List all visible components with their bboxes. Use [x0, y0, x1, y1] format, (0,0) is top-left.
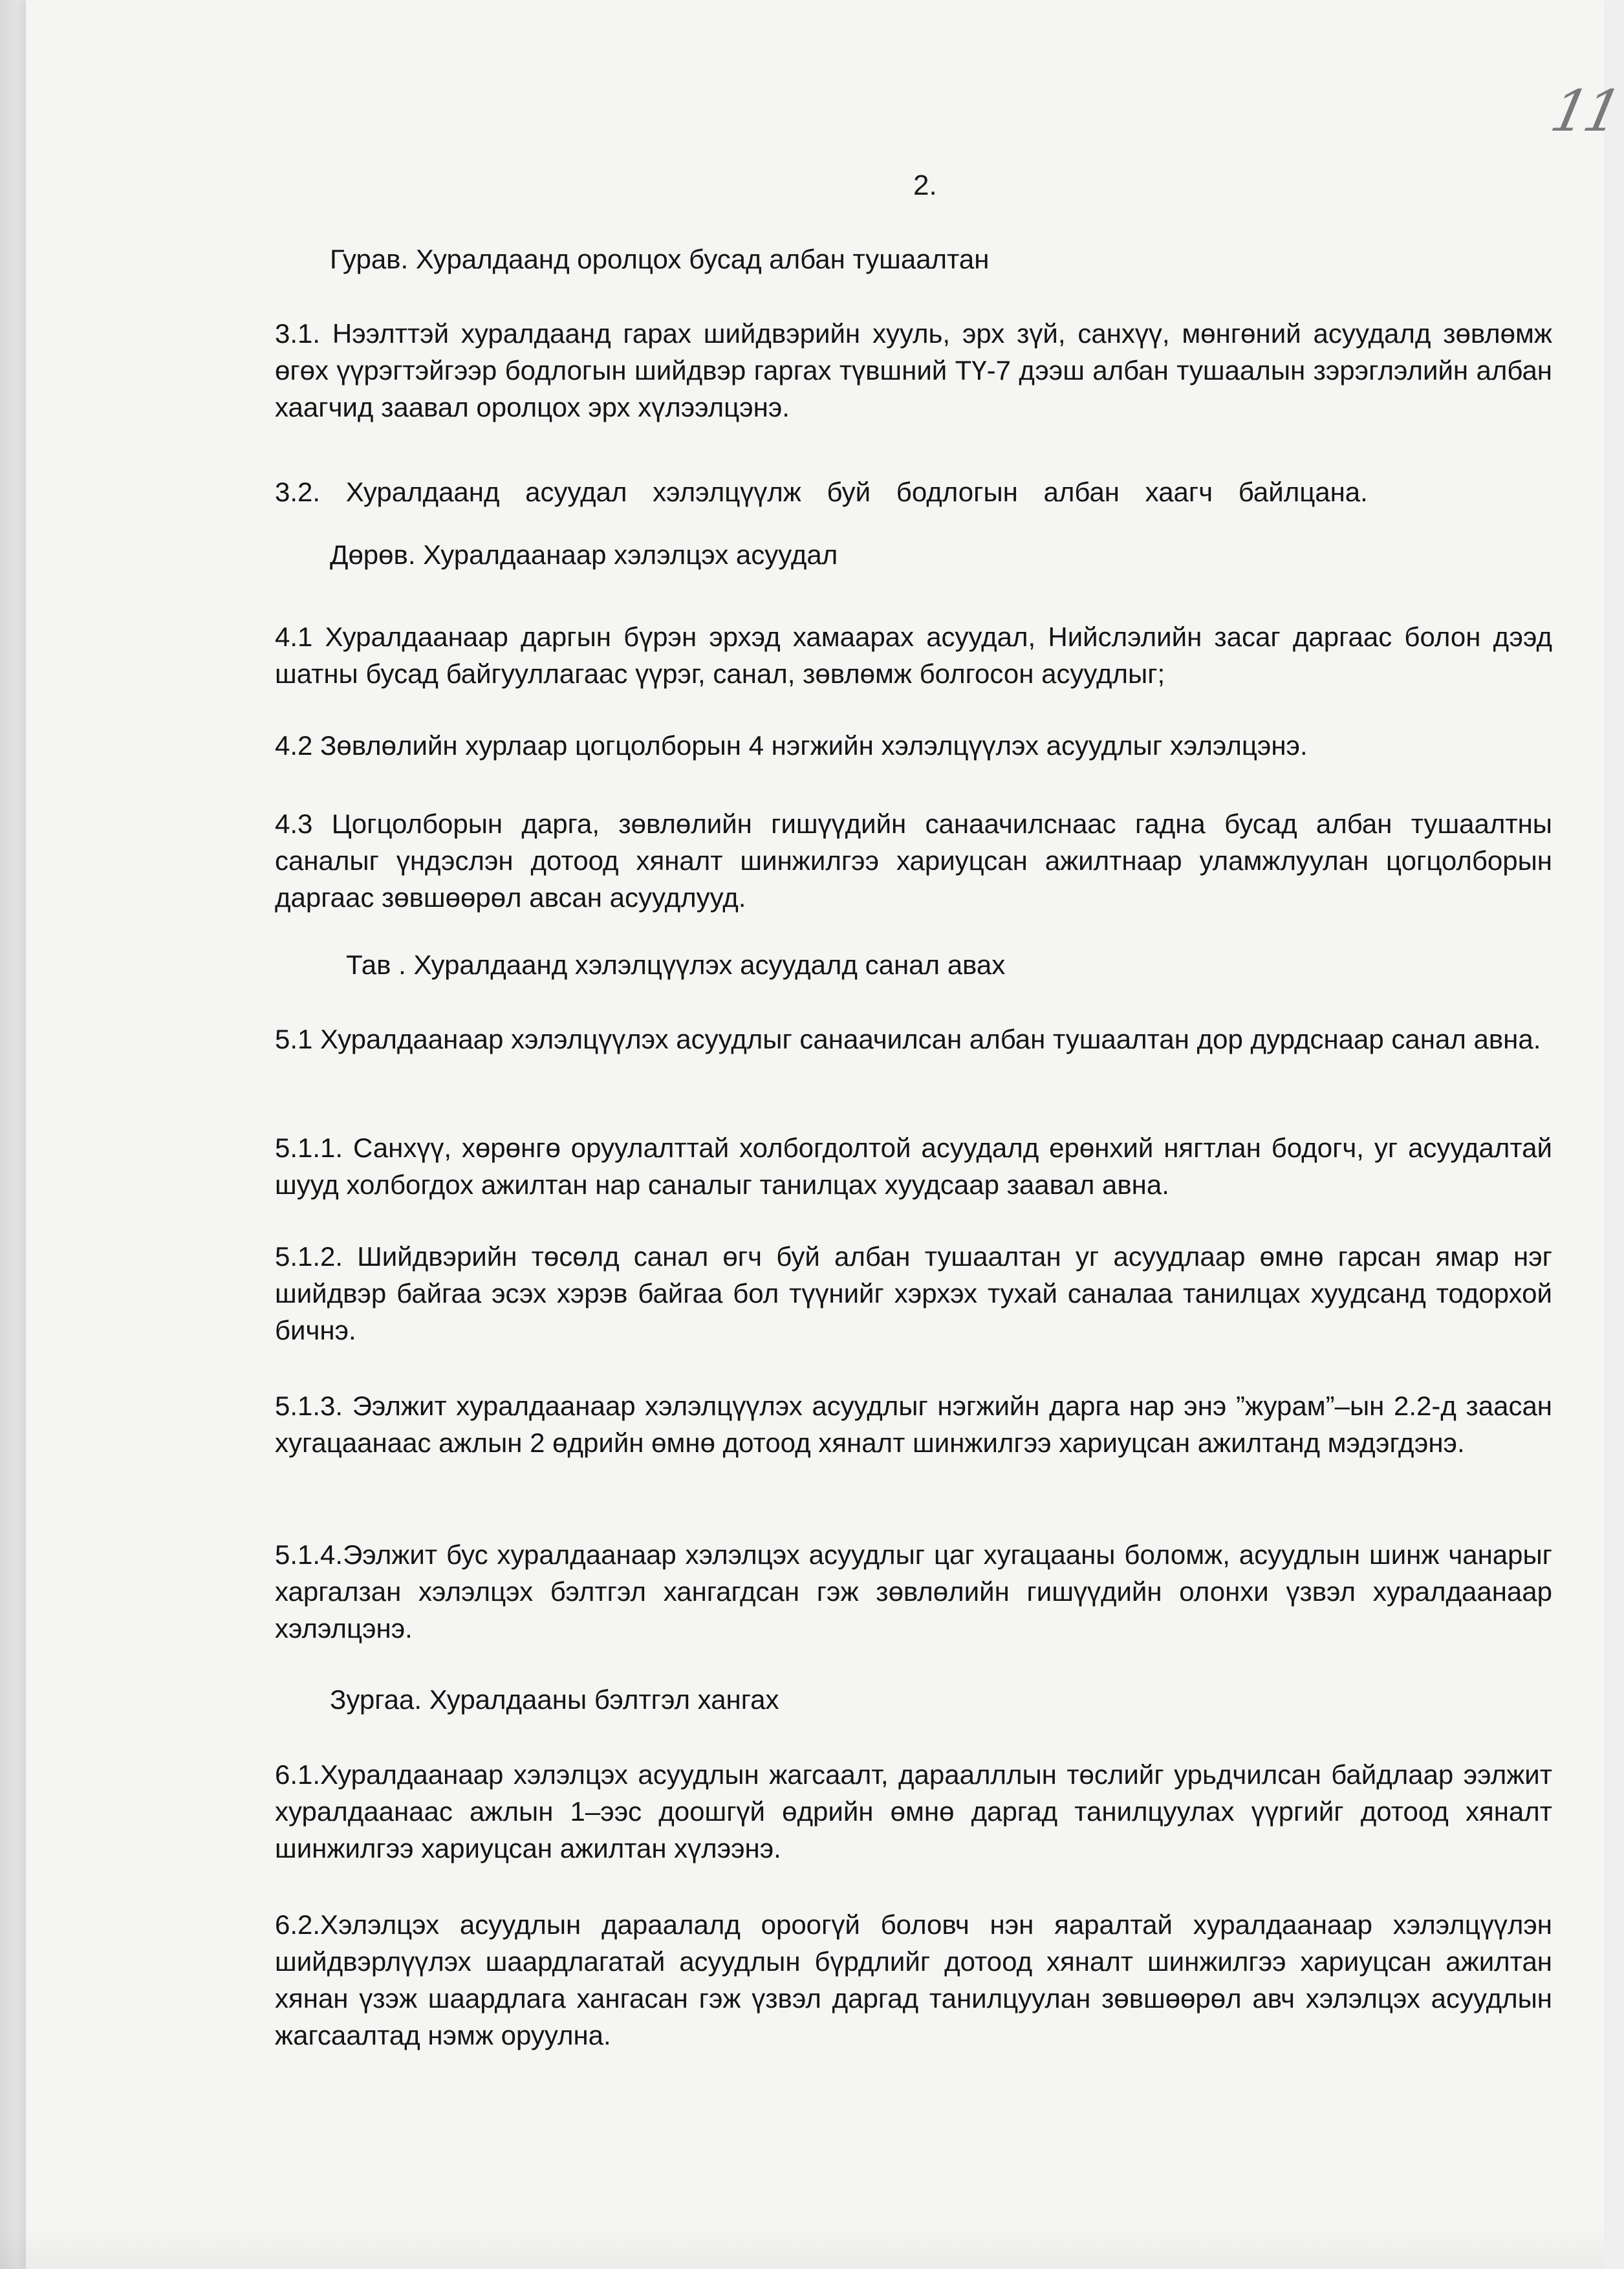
section-5-heading: Тав . Хуралдаанд хэлэлцүүлэх асуудалд санал авах	[346, 950, 1006, 980]
paragraph-4-1: 4.1 Хуралдаанаар даргын бүрэн эрхэд хамаарах асуудал, Нийслэлийн засаг даргаас болон дээд шатны бусад байгууллагаас үүрэг, санал, зөвлөмж болгосон асуудлыг;	[275, 622, 1552, 689]
document-page	[26, 0, 1624, 2269]
paragraph-4-2: 4.2 Зөвлөлийн хурлаар цогцолборын 4 нэгжийн хэлэлцүүлэх асуудлыг хэлэлцэнэ.	[275, 730, 1308, 761]
section-4-heading: Дөрөв. Хуралдаанаар хэлэлцэх асуудал	[330, 539, 838, 570]
paragraph-5-1-4: 5.1.4.Ээлжит бус хуралдаанаар хэлэлцэх асуудлыг цаг хугацааны боломж, асуудлын шинж чанарыг харгалзан хэлэлцэх бэлтгэл хангагдсан гэж зөвлөлийн гишүүдийн олонхи үзвэл хуралдаанаар хэлэлцэнэ.	[275, 1539, 1552, 1644]
paragraph-3-1: 3.1. Нээлттэй хуралдаанд гарах шийдвэрийн хууль, эрх зүй, санхүү, мөнгөний асуудалд зөвлөмж өгөх үүрэгтэйгээр бодлогын шийдвэр гаргах түвшний ТҮ-7 дээш албан тушаалын зэрэглэлийн албан хаагчид заавал оролцох эрх хүлээлцэнэ.	[275, 318, 1552, 422]
section-6-heading: Зургаа. Хуралдааны бэлтгэл хангах	[330, 1684, 779, 1715]
section-3-heading: Гурав. Хуралдаанд оролцох бусад албан тушаалтан	[330, 244, 990, 274]
page-edge	[0, 0, 26, 2269]
paragraph-5-1-3: 5.1.3. Ээлжит хуралдаанаар хэлэлцүүлэх асуудлыг нэгжийн дарга нар энэ ”журам”–ын 2.2-д заасан хугацаанаас ажлын 2 өдрийн өмнө дотоод хяналт шинжилгээ хариуцсан ажилтанд мэдэгдэнэ.	[275, 1391, 1552, 1458]
scan-bottom-shade	[0, 2225, 1604, 2269]
paragraph-4-3: 4.3 Цогцолборын дарга, зөвлөлийн гишүүдийн санаачилснаас гадна бусад албан тушаалтны саналыг үндэслэн дотоод хяналт шинжилгээ хариуцсан ажилтнаар уламжлуулан цогцолборын даргаас зөвшөөрөл авсан асуудлууд.	[275, 809, 1552, 913]
paragraph-3-2: 3.2. Хуралдаанд асуудал хэлэлцүүлж буй бодлогын албан хаагч байлцана.	[275, 477, 1368, 507]
paragraph-5-1-1: 5.1.1. Санхүү, хөрөнгө оруулалттай холбогдолтой асуудалд ерөнхий нягтлан бодогч, уг асуудалтай шууд холбогдох ажилтан нар саналыг танилцах хуудсаар заавал авна.	[275, 1133, 1552, 1200]
page-number: 2.	[913, 169, 937, 201]
paragraph-6-2: 6.2.Хэлэлцэх асуудлын дараалалд ороогүй боловч нэн яаралтай хуралдаанаар хэлэлцүүлэн шийдвэрлүүлэх шаардлагатай асуудлын бүрдлийг дотоод хяналт шинжилгээ хариуцсан ажилтан хянан үзэж шаардлага хангасан гэж үзвэл даргад танилцуулан зөвшөөрөл авч хэлэлцэх асуудлын жагсаалтад нэмж оруулна.	[275, 1909, 1552, 2050]
handwritten-page-mark: 11	[1545, 78, 1624, 144]
paragraph-6-1: 6.1.Хуралдаанаар хэлэлцэх асуудлын жагсаалт, дараалллын төслийг урьдчилсан байдлаар ээлжит хуралдаанаас ажлын 1–ээс доошгүй өдрийн өмнө даргад танилцуулах үүргийг дотоод хяналт шинжилгээ хариуцсан ажилтан хүлээнэ.	[275, 1759, 1552, 1863]
paragraph-5-1-2: 5.1.2. Шийдвэрийн төсөлд санал өгч буй албан тушаалтан уг асуудлаар өмнө гарсан ямар нэг шийдвэр байгаа эсэх хэрэв байгаа бол түүнийг хэрхэх тухай саналаа танилцах хуудсанд тодорхой бичнэ.	[275, 1241, 1552, 1345]
paragraph-5-1: 5.1 Хуралдаанаар хэлэлцүүлэх асуудлыг санаачилсан албан тушаалтан дор дурдснаар санал авна.	[275, 1024, 1541, 1054]
